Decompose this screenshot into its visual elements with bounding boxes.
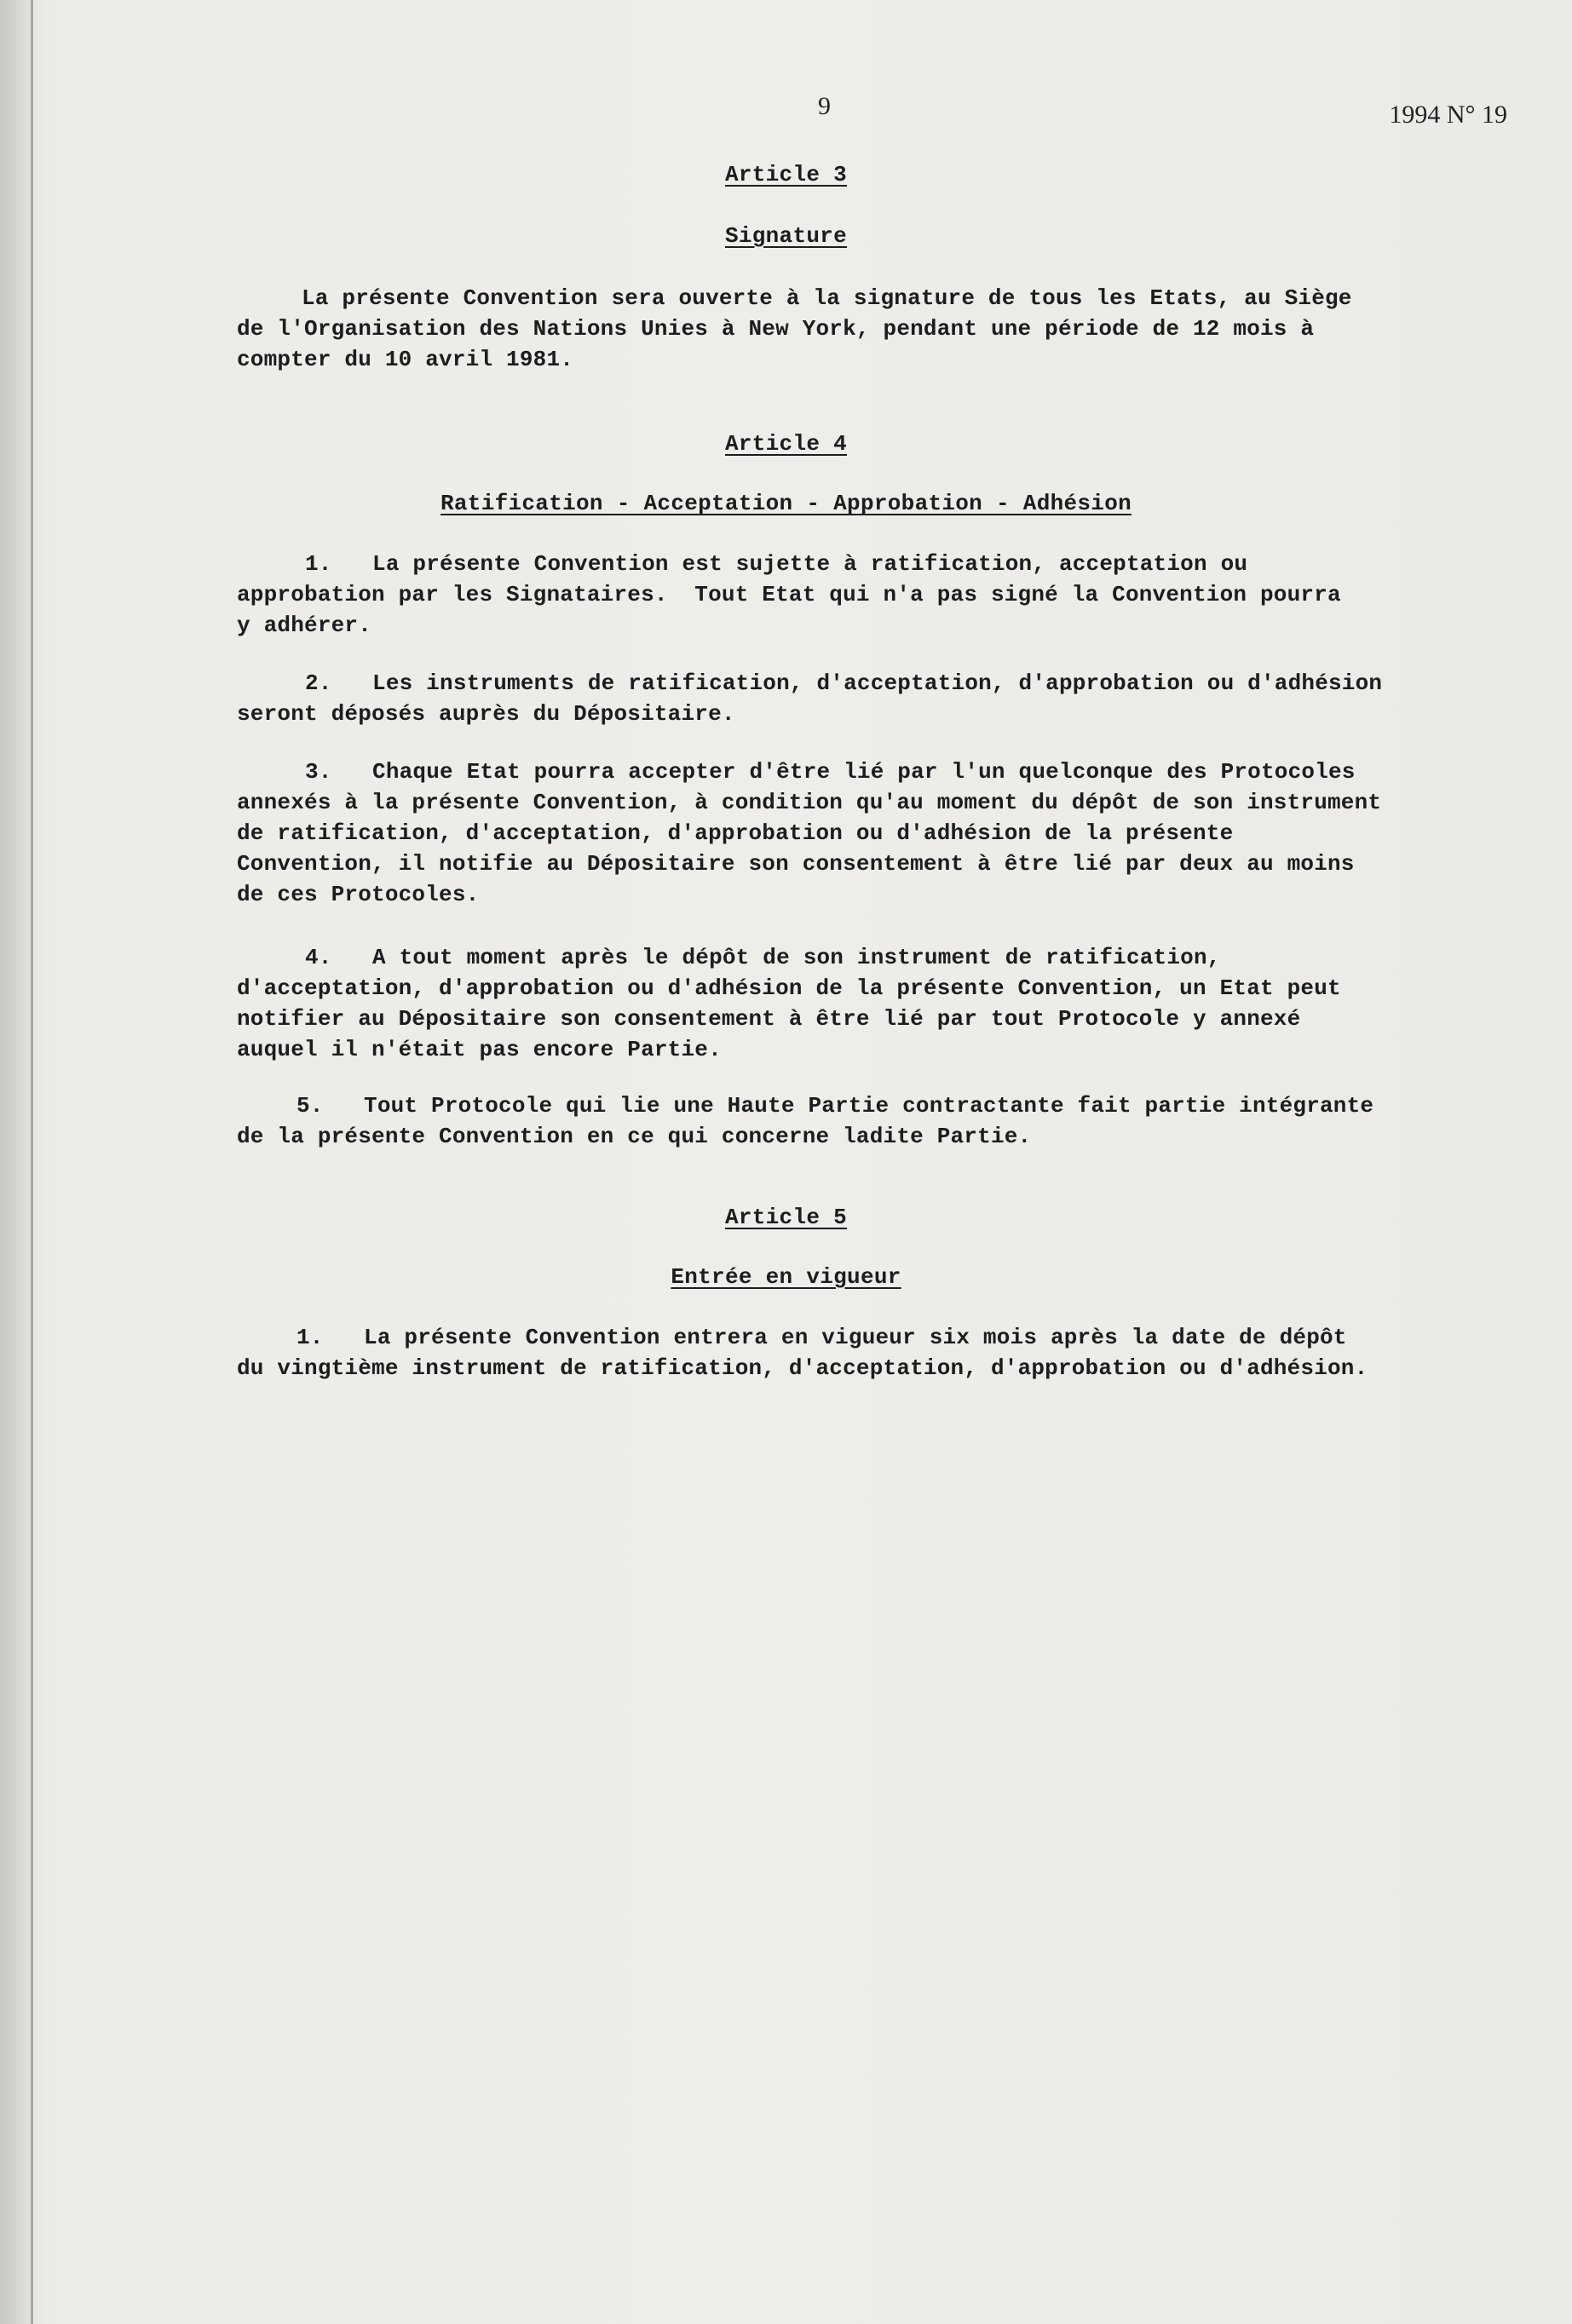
article-3-text: La présente Convention sera ouverte à la signature de tous les Etats, au Siège de l'Organisation des Nations Unies à New York, pendant une période de 12 mois à compter du 10 avril 1981. [237,285,1352,372]
article-4-title: Article 4 [724,431,848,457]
page-number: 9 [818,92,831,120]
article-4-paragraph-5: 5. Tout Protocole qui lie une Haute Partie contractante fait partie intégrante de la présente Convention en ce qui concerne ladite Partie. [237,1093,1374,1149]
binding-line [31,0,33,2324]
article-3-title: Article 3 [724,162,848,187]
document-reference: 1994 N° 19 [1389,101,1507,129]
article-4-paragraph-2: 2. Les instruments de ratification, d'acceptation, d'approbation ou d'adhésion seront déposés auprès du Dépositaire. [237,670,1383,727]
article-3-subtitle: Signature [724,223,848,249]
article-5-title: Article 5 [724,1205,848,1230]
binding-shadow [0,0,31,2324]
article-4-paragraph-4: 4. A tout moment après le dépôt de son instrument de ratification, d'acceptation, d'approbation ou d'adhésion de la présente Convention, un Etat peut notifier au Dépositaire son consentement à être lié par tout Protocole y annexé auquel il n'était pas encore Partie. [237,945,1341,1062]
article-4-subtitle: Ratification - Acceptation - Approbation - Adhésion [440,491,1132,516]
article-4-paragraph-1: 1. La présente Convention est sujette à ratification, acceptation ou approbation par les Signataires. Tout Etat qui n'a pas signé la Convention pourra y adhérer. [237,551,1341,638]
article-4-paragraph-3: 3. Chaque Etat pourra accepter d'être lié par l'un quelconque des Protocoles annexés à la présente Convention, à condition qu'au moment du dépôt de son instrument de ratification, d'acceptation, d'approbation ou d'adhésion de la présente Convention, il notifie au Dépositaire son consentement à être lié par deux au moins de ces Protocoles. [237,759,1382,907]
article-5-subtitle: Entrée en vigueur [671,1264,901,1290]
article-5-paragraph-1: 1. La présente Convention entrera en vigueur six mois après la date de dépôt du vingtième instrument de ratification, d'acceptation, d'approbation ou d'adhésion. [237,1325,1368,1381]
